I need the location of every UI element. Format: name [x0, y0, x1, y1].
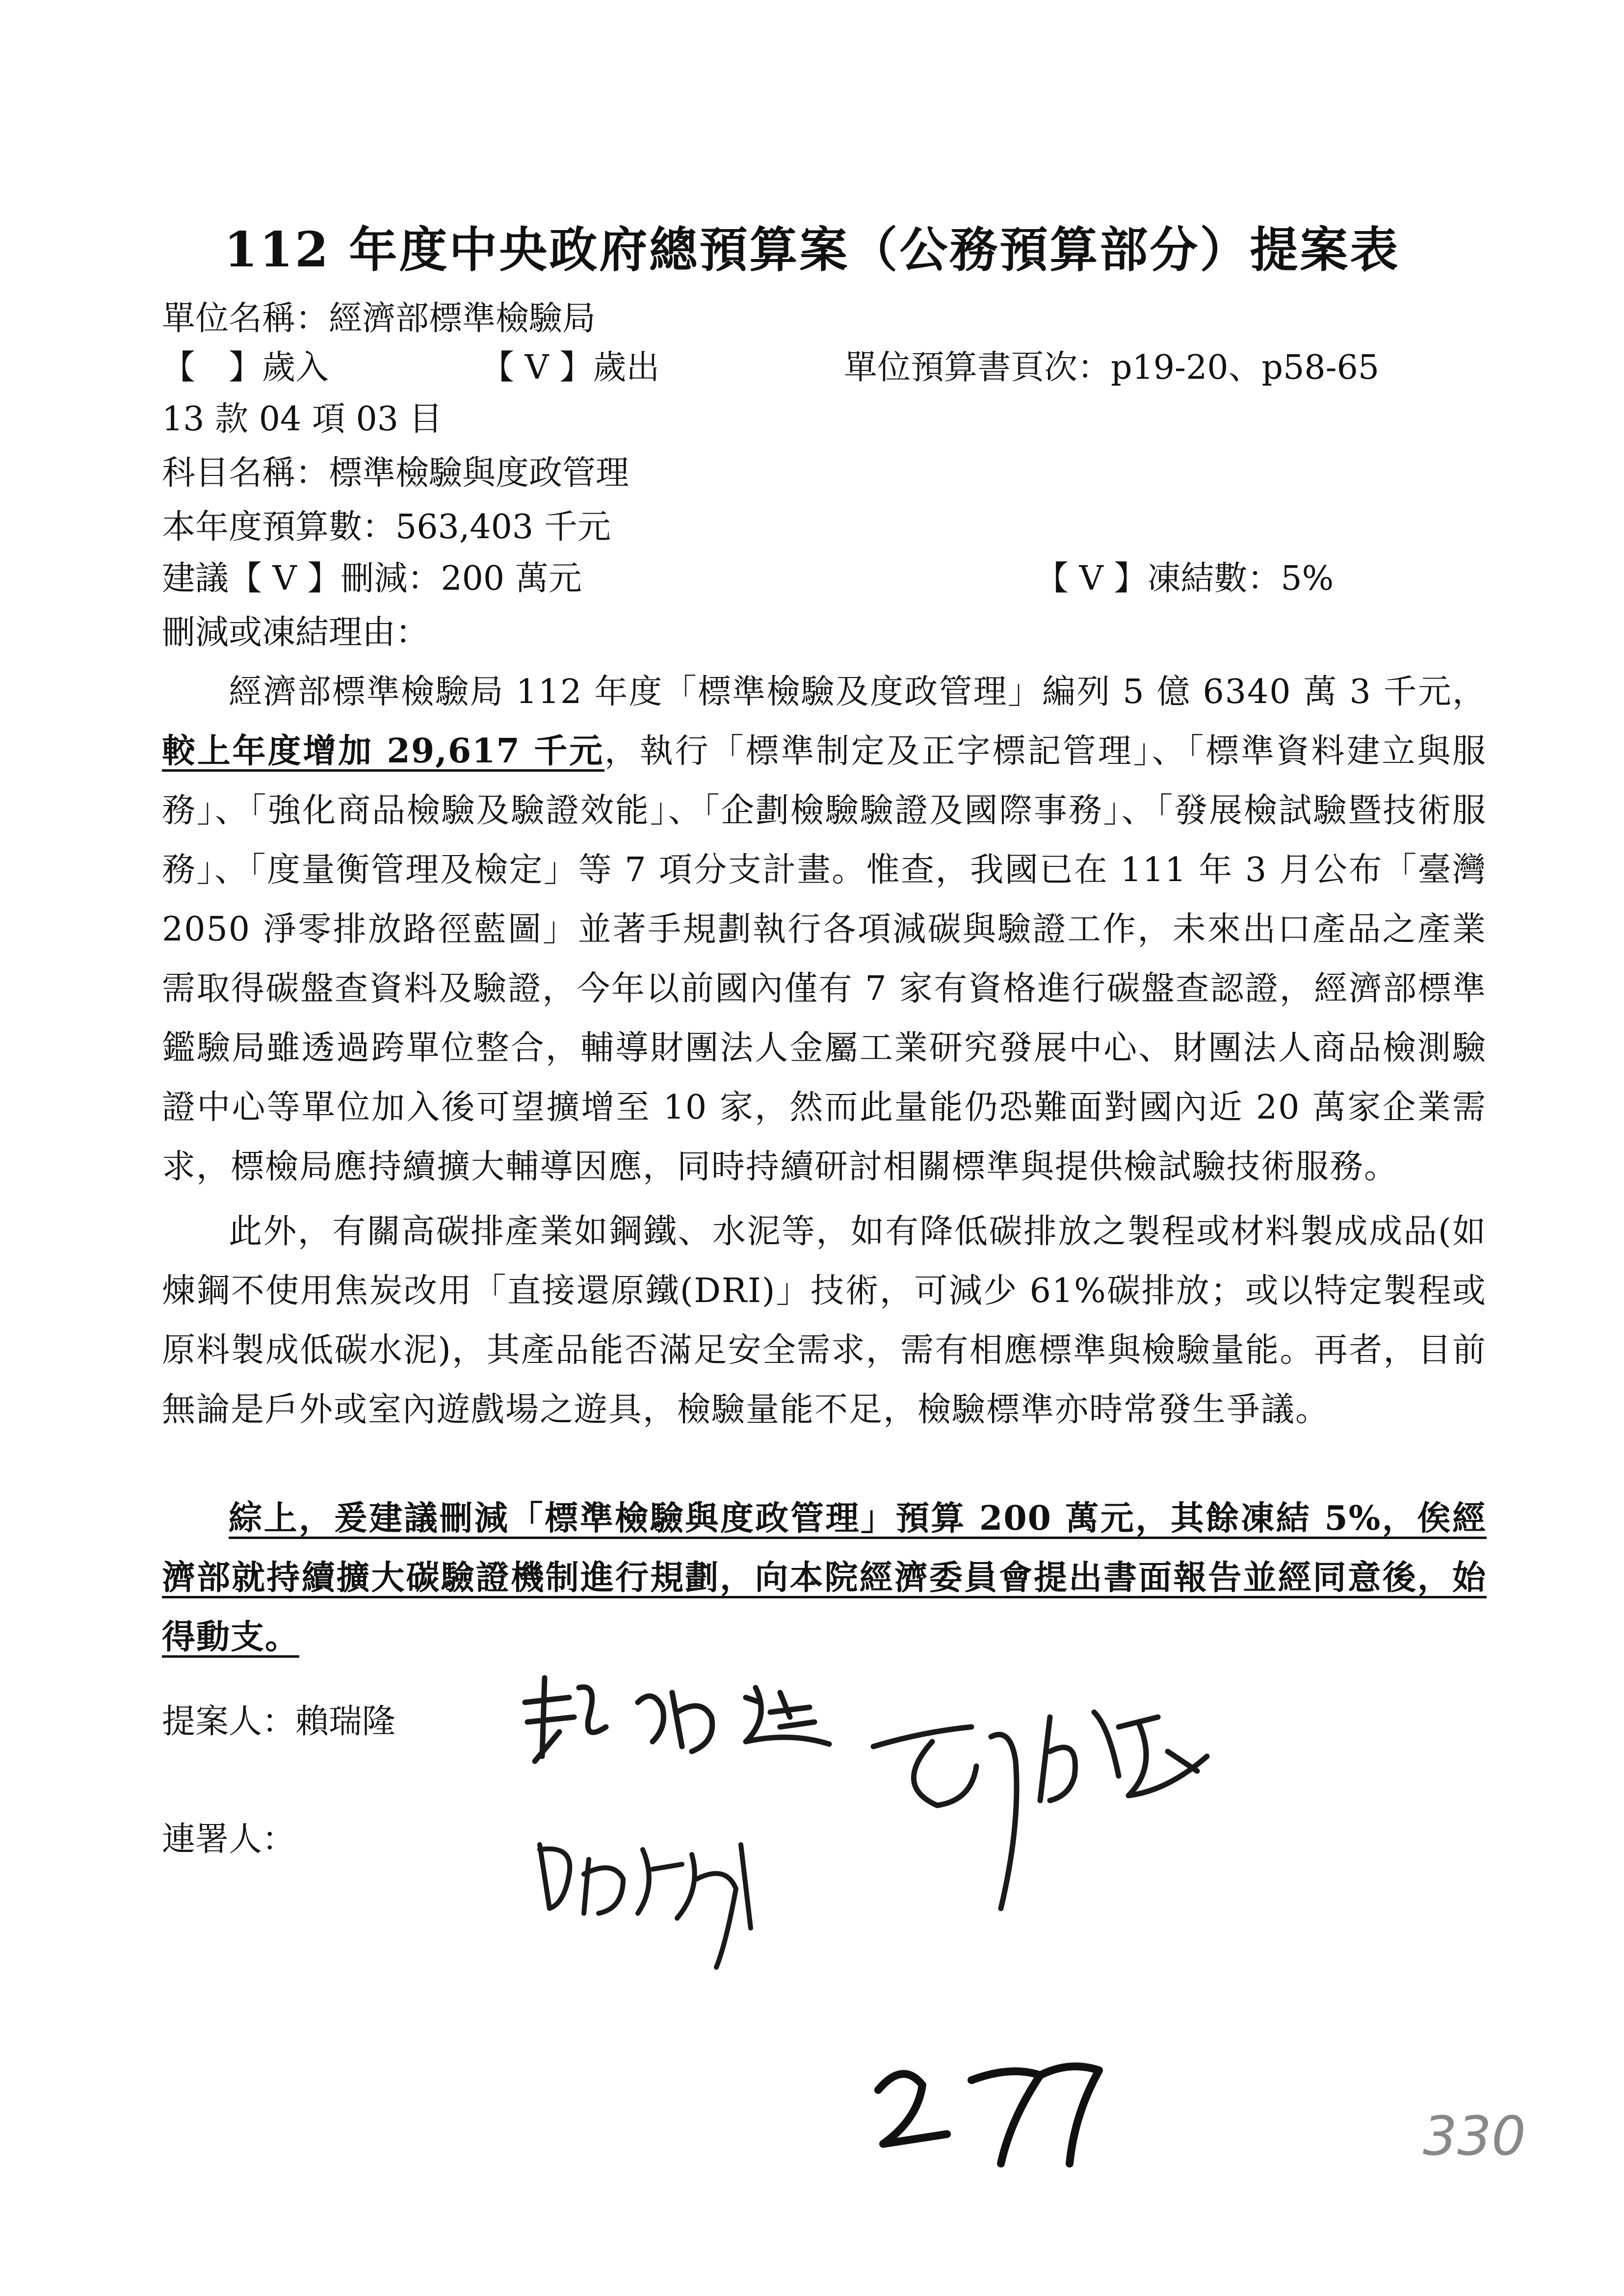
- revenue-checkbox: 【 】歲入: [162, 348, 329, 387]
- proposal-freeze: 【 V 】凍結數：5%: [1035, 559, 1334, 598]
- signature-cosigner-1: [864, 1678, 1246, 1933]
- proposal-cut: 建議【 V 】刪減：200 萬元: [162, 559, 582, 598]
- signature-proposer: [515, 1658, 868, 1786]
- para1-text-b: ，執行「標準制定及正字標記管理」、「標準資料建立與服務」、「強化商品檢驗及驗證效能」、「企劃檢驗驗證及國際事務」、「發展檢試驗暨技術服務」、「度量衡管理及檢定」等 7 項分支計畫。惟查，我國已在 111 年 3 月公布「臺灣 2050 淨零排放路徑藍圖」並著手規劃執行各項減碳與驗證工作，未來出口產品之產業需取得碳盤查資料及驗證，今年以前國內僅有 7 家有資格進行碳盤查認證，經濟部標準鑑驗局雖透過跨單位整合，輔導財團法人金屬工業研究發展中心、財團法人商品檢測驗證中心等單位加入後可望擴增至 10 家，然而此量能仍恐難面對國內近 20 萬家企業需求，標檢局應持續擴大輔導因應，同時持續研討相關標準與提供檢試驗技術服務。: [162, 732, 1487, 1186]
- para1-text-a: 經濟部標準檢驗局 112 年度「標準檢驗及度政管理」編列 5 億 6340 萬 3 千元，: [229, 673, 1487, 711]
- unit-name: 單位名稱：經濟部標準檢驗局: [162, 299, 596, 338]
- reason-paragraph-1: [162, 662, 1487, 1197]
- proposer-label: 提案人：賴瑞隆: [162, 1702, 396, 1741]
- reason-label: 刪減或凍結理由：: [162, 613, 429, 652]
- expense-checkbox: 【 V 】歲出: [481, 348, 660, 387]
- conclusion-paragraph: [162, 1489, 1487, 1667]
- conclusion-text: 綜上，爰建議刪減「標準檢驗與度政管理」預算 200 萬元，其餘凍結 5%，俟經濟部就持續擴大碳驗證機制進行規劃，向本院經濟委員會提出書面報告並經同意後，始得動支。: [162, 1499, 1487, 1657]
- signature-cosigner-2: [530, 1815, 785, 1977]
- para1-bold-increase: 較上年度增加 29,617 千元: [162, 731, 604, 771]
- account-code: 13 款 04 項 03 目: [162, 400, 443, 439]
- subject-name: 科目名稱：標準檢驗與度政管理: [162, 454, 629, 493]
- page-title: 112 年度中央政府總預算案（公務預算部分）提案表: [224, 222, 1400, 278]
- cosigner-label: 連署人：: [162, 1820, 296, 1859]
- handwritten-number: [864, 2046, 1119, 2173]
- reason-paragraph-2: 此外，有關高碳排產業如鋼鐵、水泥等，如有降低碳排放之製程或材料製成成品(如煉鋼不使用焦炭改用「直接還原鐵(DRI)」技術，可減少 61%碳排放；或以特定製程或原料製成低碳水泥)，其產品能否滿足安全需求，需有相應標準與檢驗量能。再者，目前無論是戶外或室內遊戲場之遊具，檢驗量能不足，檢驗標準亦時常發生爭議。: [162, 1212, 1487, 1429]
- budget-pages: 單位預算書頁次：p19-20、p58-65: [844, 348, 1380, 387]
- budget-amount: 本年度預算數：563,403 千元: [162, 508, 611, 547]
- page-number: 330: [1423, 2105, 1526, 2167]
